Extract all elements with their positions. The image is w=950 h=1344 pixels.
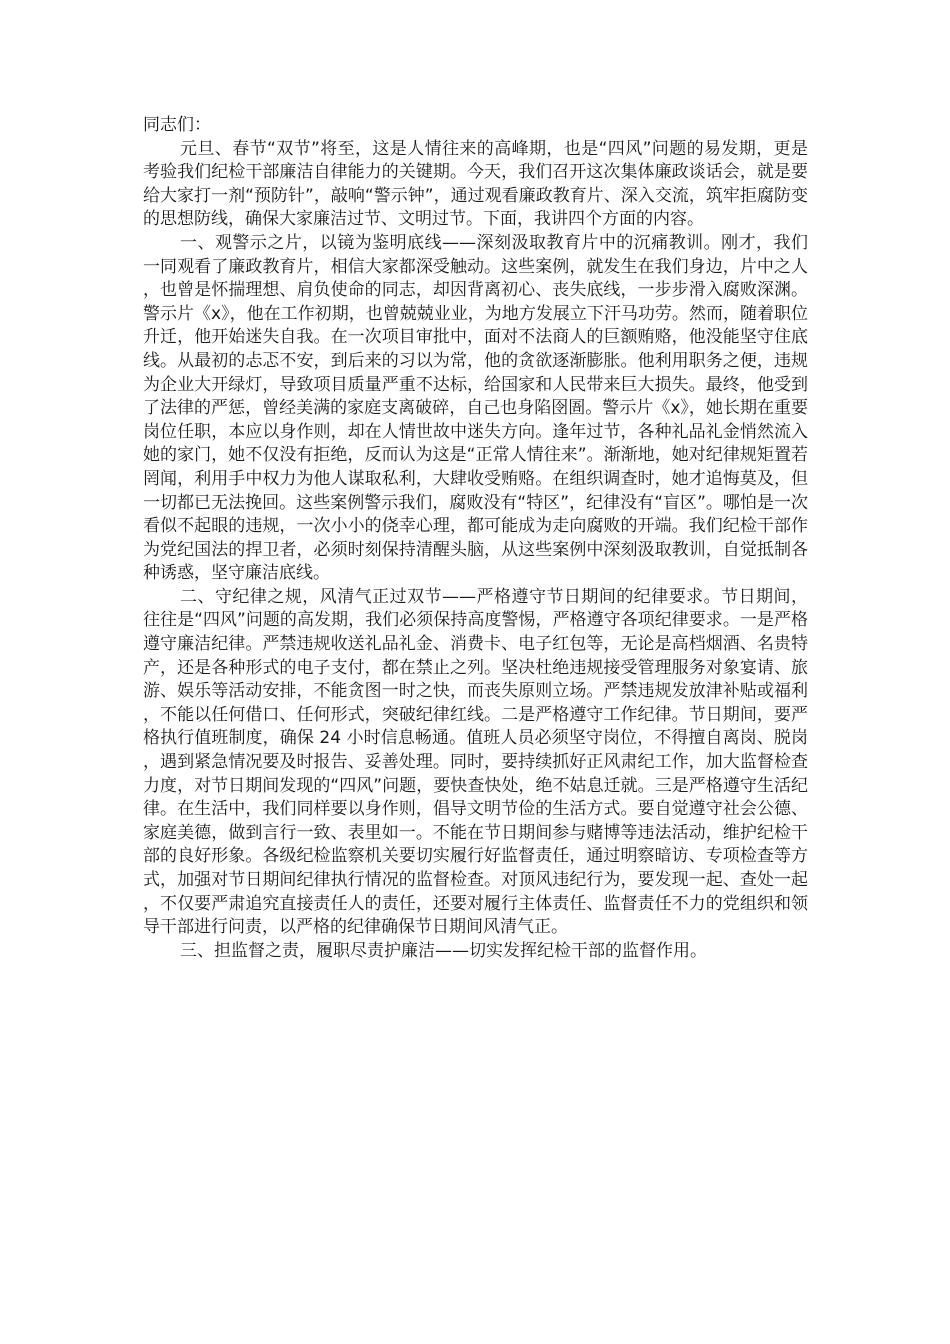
document-body	[143, 114, 808, 963]
paragraph-section-1: 一、观警示之片，以镜为鉴明底线——深刻汲取教育片中的沉痛教训。刚才，我们一同观看了廉政教育片，相信大家都深受触动。这些案例，就发生在我们身边，片中之人，也曾是怀揣理想、肩负使命的同志，却因背离初心、丧失底线，一步步滑入腐败深渊。警示片《x》，他在工作初期，也曾兢兢业业，为地方发展立下汗马功劳。然而，随着职位升迁，他开始迷失自我。在一次项目审批中，面对不法商人的巨额贿赂，他没能坚守住底线。从最初的忐忑不安，到后来的习以为常，他的贪欲逐渐膨胀。他利用职务之便，违规为企业大开绿灯，导致项目质量严重不达标，给国家和人民带来巨大损失。最终，他受到了法律的严惩，曾经美满的家庭支离破碎，自己也身陷囹圄。警示片《x》，她长期在重要岗位任职，本应以身作则，却在人情世故中迷失方向。逢年过节，各种礼品礼金悄然流入她的家门，她不仅没有拒绝，反而认为这是“正常人情往来”。渐渐地，她对纪律规矩置若罔闻，利用手中权力为他人谋取私利，大肆收受贿赂。在组织调查时，她才追悔莫及，但一切都已无法挽回。这些案例警示我们，腐败没有“特区”，纪律没有“盲区”。哪怕是一次看似不起眼的违规，一次小小的侥幸心理，都可能成为走向腐败的开端。我们纪检干部作为党纪国法的捍卫者，必须时刻保持清醒头脑，从这些案例中深刻汲取教训，自觉抵制各种诱惑，坚守廉洁底线。	[143, 232, 808, 584]
paragraph-intro: 元旦、春节“双节”将至，这是人情往来的高峰期，也是“四风”问题的易发期，更是考验我们纪检干部廉洁自律能力的关键期。今天，我们召开这次集体廉政谈话会，就是要给大家打一剂“预防针”，敲响“警示钟”，通过观看廉政教育片、深入交流，筑牢拒腐防变的思想防线，确保大家廉洁过节、文明过节。下面，我讲四个方面的内容。	[143, 138, 808, 230]
salutation: 同志们：	[143, 115, 211, 135]
paragraph-section-3: 三、担监督之责，履职尽责护廉洁——切实发挥纪检干部的监督作用。	[180, 940, 707, 961]
paragraph-section-2: 二、守纪律之规，风清气正过双节——严格遵守节日期间的纪律要求。节日期间，往往是“四风”问题的高发期，我们必须保持高度警惕，严格遵守各项纪律要求。一是严格遵守廉洁纪律。严禁违规收送礼品礼金、消费卡、电子红包等，无论是高档烟酒、名贵特产，还是各种形式的电子支付，都在禁止之列。坚决杜绝违规接受管理服务对象宴请、旅游、娱乐等活动安排，不能贪图一时之快，而丧失原则立场。严禁违规发放津补贴或福利，不能以任何借口、任何形式，突破纪律红线。二是严格遵守工作纪律。节日期间，要严格执行值班制度，确保 24 小时信息畅通。值班人员必须坚守岗位，不得擅自离岗、脱岗，遇到紧急情况要及时报告、妥善处理。同时，要持续抓好正风肃纪工作，加大监督检查力度，对节日期间发现的“四风”问题，要快查快处，绝不姑息迁就。三是严格遵守生活纪律。在生活中，我们同样要以身作则，倡导文明节俭的生活方式。要自觉遵守社会公德、家庭美德，做到言行一致、表里如一。不能在节日期间参与赌博等违法活动，维护纪检干部的良好形象。各级纪检监察机关要切实履行好监督责任，通过明察暗访、专项检查等方式，加强对节日期间纪律执行情况的监督检查。对顶风违纪行为，要发现一起、查处一起，不仅要严肃追究直接责任人的责任，还要对履行主体责任、监督责任不力的党组织和领导干部进行问责，以严格的纪律确保节日期间风清气正。	[143, 586, 808, 938]
